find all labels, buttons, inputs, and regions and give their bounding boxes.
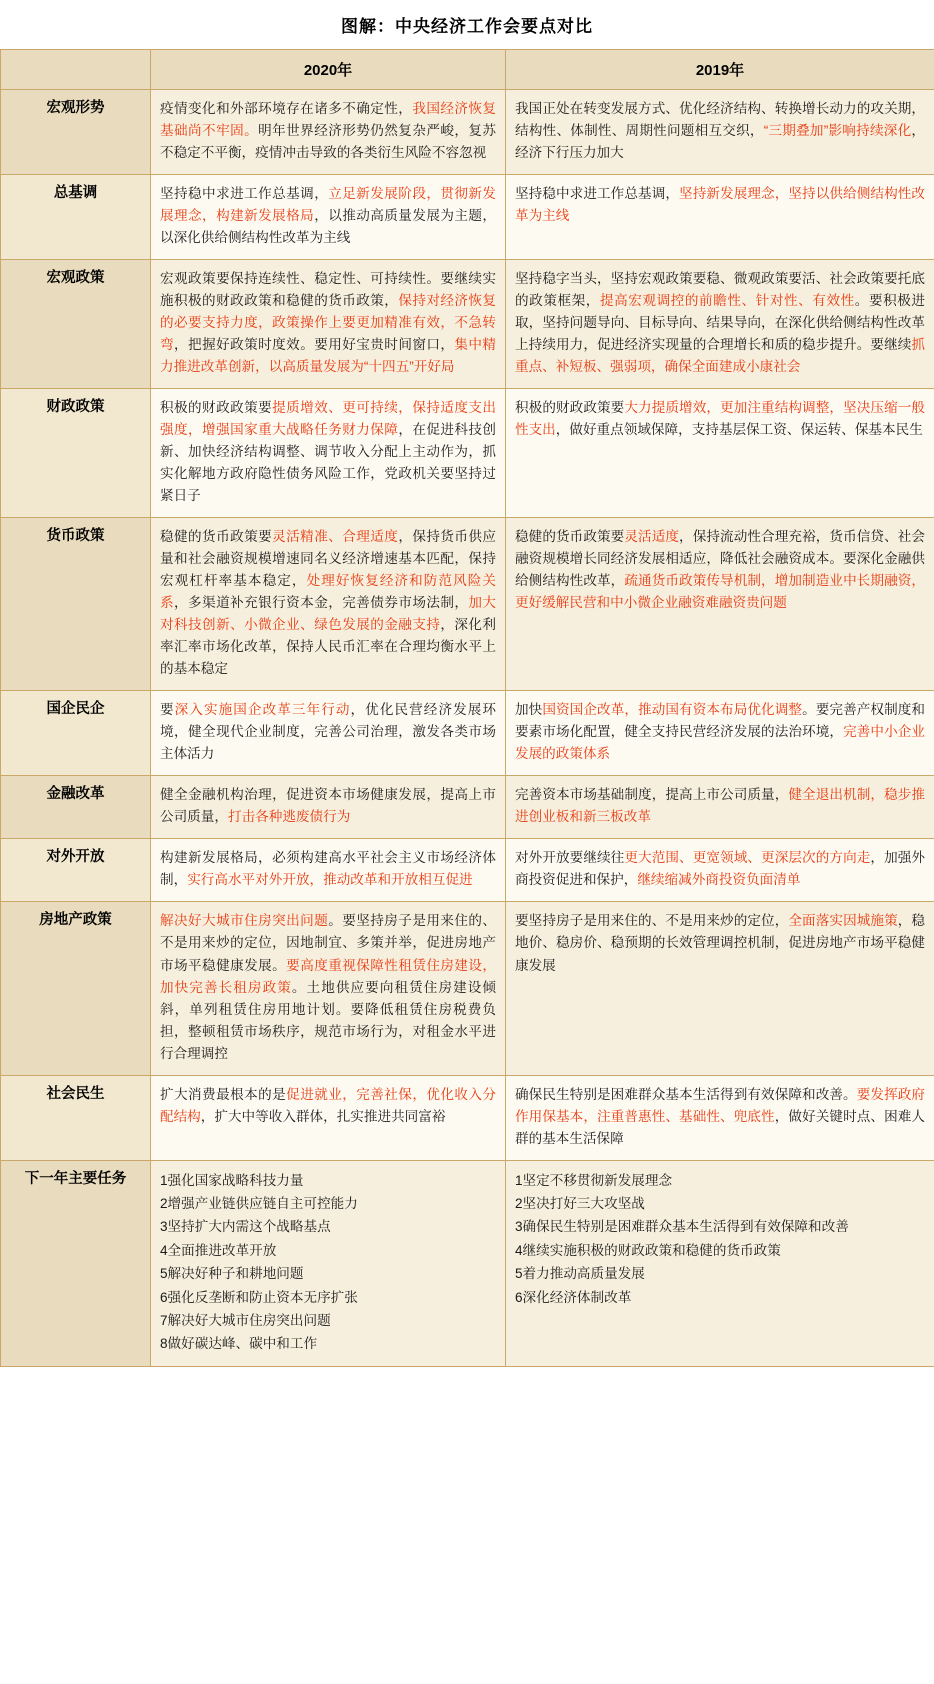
- table-row: [1, 260, 934, 389]
- highlighted-text: 提质增效、更可持续，保持适度支出强度，增强国家重大战略任务财力保障: [160, 400, 496, 438]
- cell-2019: [506, 260, 934, 389]
- task-item: 5着力推动高质量发展: [515, 1266, 645, 1282]
- table-row: [1, 839, 934, 902]
- cell-2019: [506, 691, 934, 776]
- highlighted-text: 处理好恢复经济和防范风险关系: [160, 573, 497, 611]
- task-item: 5解决好种子和耕地问题: [160, 1266, 304, 1282]
- task-item: 3坚持扩大内需这个战略基点: [160, 1219, 331, 1235]
- highlighted-text: “三期叠加”影响持续深化: [763, 123, 912, 139]
- body-text: 宏观政策要保持连续性、稳定性、可持续性。要继续实施积极的财政政策和稳健的货币政策，: [160, 271, 496, 309]
- cell-2020: [151, 902, 506, 1075]
- table-row: [1, 389, 934, 518]
- body-text: ，扩大中等收入群体，扎实推进共同富裕: [200, 1108, 446, 1124]
- body-text: 。要坚持房子是用来住的、不是用来炒的定位，因地制宜、多策并举，促进房地产市场平稳健康发展。: [160, 913, 497, 973]
- header-cell-2020: 2020年: [151, 50, 506, 90]
- row-label: 金融改革: [1, 776, 151, 839]
- body-text: 坚持稳中求进工作总基调，: [515, 186, 680, 202]
- table-row: [1, 902, 934, 1075]
- highlighted-text: 大力提质增效，更加注重结构调整，坚决压缩一般性支出: [515, 400, 926, 438]
- body-text: 稳健的货币政策要: [160, 529, 273, 545]
- highlighted-text: 要发挥政府作用保基本，注重普惠性、基础性、兜底性: [515, 1086, 926, 1124]
- highlighted-text: 提高宏观调控的前瞻性、针对性、有效性: [599, 293, 855, 309]
- cell-2020: [151, 1075, 506, 1160]
- body-text: 。土地供应要向租赁住房建设倾斜，单列租赁住房用地计划。要降低租赁住房税费负担，整顿租赁市场秩序，规范市场行为，对租金水平进行合理调控: [160, 979, 497, 1061]
- cell-2019: [506, 839, 934, 902]
- body-text: 确保民生特别是困难群众基本生活得到有效保障和改善。: [515, 1086, 857, 1102]
- highlighted-text: 要高度重视保障性租赁住房建设，加快完善长租房政策: [160, 957, 497, 995]
- page-title: 图解：中央经济工作会要点对比: [341, 17, 593, 36]
- body-text: 坚持稳字当头，坚持宏观政策要稳、微观政策要活、社会政策要托底的政策框架，: [515, 271, 925, 309]
- highlighted-text: 灵活精准、合理适度: [272, 529, 399, 545]
- body-text: ，以推动高质量发展为主题，以深化供给侧结构性改革为主线: [160, 208, 497, 246]
- cell-2019: [506, 902, 934, 1075]
- table-row: [1, 1075, 934, 1160]
- cell-2020: [151, 175, 506, 260]
- header-cell-blank: [1, 50, 151, 90]
- highlighted-text: 立足新发展阶段，贯彻新发展理念，构建新发展格局: [160, 186, 497, 224]
- table-row-tasks: [1, 1160, 934, 1366]
- task-item: 6深化经济体制改革: [515, 1289, 632, 1305]
- table-body: [1, 90, 934, 1367]
- highlighted-text: 抓重点、补短板、强弱项，确保全面建成小康社会: [515, 337, 925, 375]
- task-list: [160, 1169, 496, 1356]
- body-text: 对外开放要继续往: [515, 850, 625, 866]
- highlighted-text: 国资国企改革，推动国有资本布局优化调整: [542, 702, 803, 718]
- body-text: 完善资本市场基础制度，提高上市公司质量，: [515, 787, 789, 803]
- highlighted-text: 深入实施国企改革三年行动: [174, 702, 351, 718]
- body-text: 我国正处在转变发展方式、优化经济结构、转换增长动力的攻关期，结构性、体制性、周期性问题相互交织，: [515, 101, 925, 139]
- body-text: 要: [160, 702, 175, 718]
- table-row: [1, 776, 934, 839]
- body-text: 稳健的货币政策要: [515, 529, 625, 545]
- cell-2019: [506, 175, 934, 260]
- cell-2020: [151, 90, 506, 175]
- task-item: 4继续实施积极的财政政策和稳健的货币政策: [515, 1242, 781, 1258]
- cell-2019: [506, 90, 934, 175]
- row-label: 货币政策: [1, 518, 151, 691]
- body-text: 扩大消费最根本的是: [160, 1086, 287, 1102]
- highlighted-text: 打击各种逃废债行为: [227, 809, 351, 825]
- body-text: ，优化民营经济发展环境，健全现代企业制度，完善公司治理，激发各类市场主体活力: [160, 702, 497, 762]
- task-list: [515, 1169, 925, 1309]
- highlighted-text: 保持对经济恢复的必要支持力度，政策操作上要更加精准有效，不急转弯: [160, 293, 497, 353]
- cell-2020: [151, 260, 506, 389]
- row-label: 国企民企: [1, 691, 151, 776]
- body-text: ，经济下行压力加大: [515, 123, 925, 161]
- body-text: 坚持稳中求进工作总基调，: [160, 186, 329, 202]
- highlighted-text: 我国经济恢复基础尚不牢固。: [160, 101, 497, 139]
- body-text: 疫情变化和外部环境存在诸多不确定性，: [160, 101, 413, 116]
- row-label: 社会民生: [1, 1075, 151, 1160]
- highlighted-text: 解决好大城市住房突出问题: [160, 913, 329, 929]
- highlighted-text: 完善中小企业发展的政策体系: [515, 724, 926, 762]
- task-item: 3确保民生特别是困难群众基本生活得到有效保障和改善: [515, 1219, 849, 1235]
- body-text: ，把握好政策时度效。要用好宝贵时间窗口，: [174, 337, 455, 353]
- body-text: 加快: [515, 702, 543, 718]
- highlighted-text: 灵活适度: [624, 529, 680, 545]
- cell-2019: [506, 518, 934, 691]
- table-row: [1, 175, 934, 260]
- cell-2020: [151, 518, 506, 691]
- body-text: ，保持货币供应量和社会融资规模增速同名义经济增速基本匹配，保持宏观杠杆率基本稳定，: [160, 529, 497, 589]
- row-label: 总基调: [1, 175, 151, 260]
- body-text: 构建新发展格局，必须构建高水平社会主义市场经济体制，: [160, 850, 496, 888]
- task-item: 1坚定不移贯彻新发展理念: [515, 1172, 673, 1188]
- task-item: 7解决好大城市住房突出问题: [160, 1312, 331, 1328]
- table-row: [1, 518, 934, 691]
- cell-2019: [506, 389, 934, 518]
- comparison-table: [0, 49, 934, 1367]
- highlighted-text: 集中精力推进改革创新，以高质量发展为“十四五”开好局: [160, 337, 497, 375]
- highlighted-text: 坚持新发展理念，坚持以供给侧结构性改革为主线: [515, 186, 925, 224]
- highlighted-text: 继续缩减外商投资负面清单: [637, 872, 801, 888]
- body-text: 。要完善产权制度和要素市场化配置，健全支持民营经济发展的法治环境，: [515, 702, 926, 740]
- task-item: 8做好碳达峰、碳中和工作: [160, 1336, 318, 1352]
- highlighted-text: 加大对科技创新、小微企业、绿色发展的金融支持: [160, 595, 497, 633]
- highlighted-text: 促进就业，完善社保，优化收入分配结构: [160, 1086, 497, 1124]
- body-text: 积极的财政政策要: [515, 400, 625, 416]
- row-label: 宏观形势: [1, 90, 151, 175]
- cell-2019: [506, 1075, 934, 1160]
- body-text: ，做好重点领域保障，支持基层保工资、保运转、保基本民生: [555, 422, 923, 438]
- header-row: [1, 50, 934, 90]
- cell-2019-tasks: [506, 1160, 934, 1366]
- table-header: [1, 50, 934, 90]
- body-text: 要坚持房子是用来住的、不是用来炒的定位，: [515, 913, 789, 929]
- row-label: 宏观政策: [1, 260, 151, 389]
- cell-2019: [506, 776, 934, 839]
- body-text: ，深化利率汇率市场化改革，保持人民币汇率在合理均衡水平上的基本稳定: [160, 617, 497, 677]
- task-item: 1强化国家战略科技力量: [160, 1172, 304, 1188]
- highlighted-text: 疏通货币政策传导机制，增加制造业中长期融资，更好缓解民营和中小微企业融资难融资贵问题: [515, 573, 926, 611]
- body-text: ，在促进科技创新、加快经济结构调整、调节收入分配上主动作为，抓实化解地方政府隐性债务风险工作，党政机关要坚持过紧日子: [160, 422, 497, 504]
- task-item: 2坚决打好三大攻坚战: [515, 1196, 645, 1211]
- body-text: ，保持流动性合理充裕，货币信贷、社会融资规模增长同经济发展相适应，降低社会融资成本。要深化金融供给侧结构性改革，: [515, 529, 926, 589]
- header-cell-2019: 2019年: [506, 50, 934, 90]
- body-text: ，稳地价、稳房价、稳预期的长效管理调控机制，促进房地产市场平稳健康发展: [515, 913, 926, 973]
- body-text: 积极的财政政策要: [160, 400, 273, 416]
- task-item: 4全面推进改革开放: [160, 1242, 277, 1258]
- task-item: 6强化反垄断和防止资本无序扩张: [160, 1289, 358, 1305]
- body-text: ，做好关键时点、困难人群的基本生活保障: [515, 1108, 926, 1146]
- highlighted-text: 全面落实因城施策: [788, 913, 898, 929]
- task-item: 2增强产业链供应链自主可控能力: [160, 1196, 358, 1211]
- cell-2020: [151, 389, 506, 518]
- highlighted-text: 更大范围、更宽领域、更深层次的方向走: [624, 850, 871, 866]
- cell-2020: [151, 776, 506, 839]
- row-label: 房地产政策: [1, 902, 151, 1075]
- row-label: 对外开放: [1, 839, 151, 902]
- body-text: ，多渠道补充银行资本金，完善债券市场法制，: [174, 595, 469, 611]
- cell-2020: [151, 691, 506, 776]
- body-text: 健全金融机构治理，促进资本市场健康发展，提高上市公司质量，: [160, 787, 496, 825]
- highlighted-text: 实行高水平对外开放，推动改革和开放相互促进: [187, 872, 473, 888]
- body-text: ，加强外商投资促进和保护，: [515, 850, 926, 888]
- row-label: 下一年主要任务: [1, 1160, 151, 1366]
- cell-2020: [151, 839, 506, 902]
- row-label: 财政政策: [1, 389, 151, 518]
- body-text: 明年世界经济形势仍然复杂严峻，复苏不稳定不平衡，疫情冲击导致的各类衍生风险不容忽视: [160, 123, 497, 161]
- cell-2020-tasks: [151, 1160, 506, 1366]
- highlighted-text: 健全退出机制，稳步推进创业板和新三板改革: [515, 787, 926, 825]
- body-text: 。要积极进取，坚持问题导向、目标导向、结果导向，在深化供给侧结构性改革上持续用力，促进经济实现量的合理增长和质的稳步提升。要继续: [515, 293, 926, 353]
- table-row: [1, 90, 934, 175]
- table-row: [1, 691, 934, 776]
